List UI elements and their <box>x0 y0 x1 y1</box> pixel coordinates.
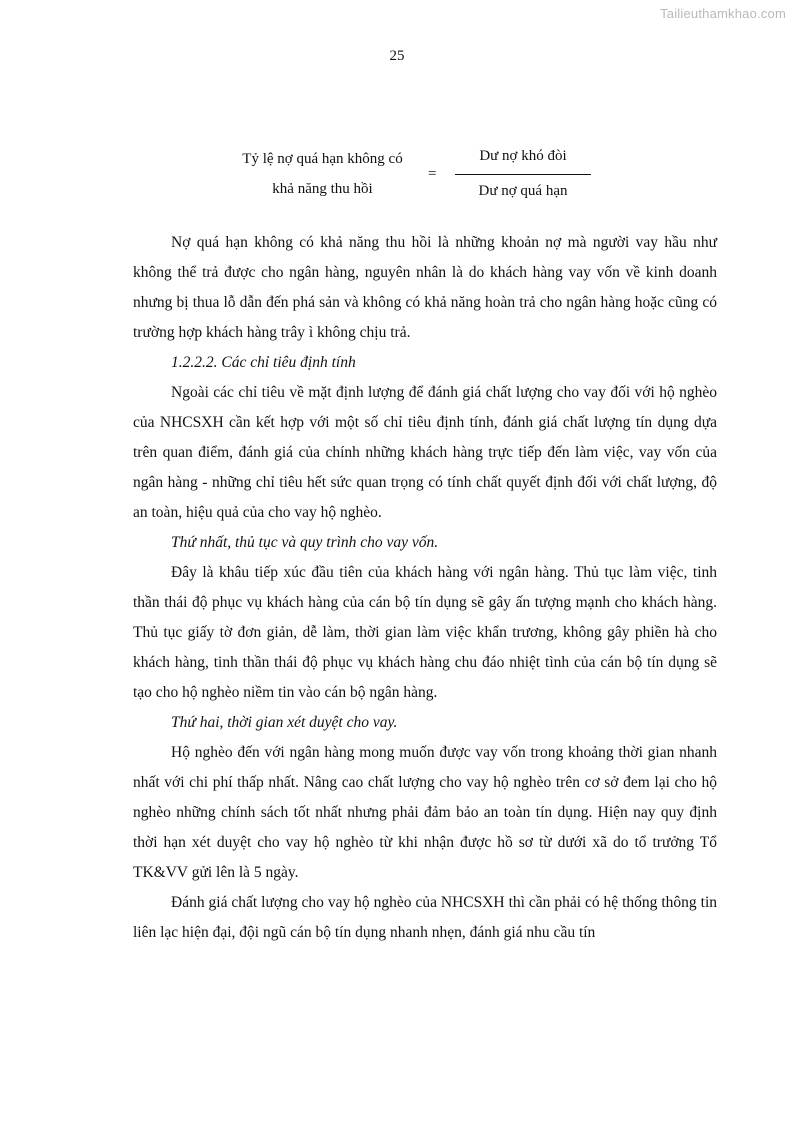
page-number: 25 <box>389 48 405 64</box>
paragraph: Đây là khâu tiếp xúc đầu tiên của khách hàng với ngân hàng. Thủ tục làm việc, tinh thần thái độ phục vụ khách hàng của cán bộ tín dụng sẽ gây ấn tượng mạnh cho khách hàng. Thủ tục giấy tờ đơn giản, dễ làm, thời gian làm việc khẩn trương, không gây phiền hà cho khách hàng, tinh thần thái độ phục vụ khách hàng chu đáo nhiệt tình của cán bộ tín dụng sẽ tạo cho hộ nghèo niềm tin vào cán bộ ngân hàng. <box>133 564 717 701</box>
formula-left-line1: Tỷ lệ nợ quá hạn không có <box>242 151 403 167</box>
section-heading: 1.2.2.2. Các chỉ tiêu định tính <box>171 354 356 371</box>
paragraph: Nợ quá hạn không có khả năng thu hồi là những khoản nợ mà người vay hầu như không thể trả được cho ngân hàng, nguyên nhân là do khách hàng vay vốn về kinh doanh nhưng bị thua lỗ dẫn đến phá sản và không có khả năng hoàn trả cho ngân hàng hoặc cũng có trường hợp khách hàng trây ì không chịu trả. <box>133 234 717 341</box>
subheading: Thứ hai, thời gian xét duyệt cho vay. <box>171 714 398 731</box>
formula-denominator: Dư nợ quá hạn <box>478 183 568 199</box>
formula-left-side <box>200 144 445 204</box>
watermark: Tailieuthamkhao.com <box>660 6 786 21</box>
formula-left-line2: khả năng thu hồi <box>272 181 373 197</box>
formula-numerator: Dư nợ khó đòi <box>479 148 567 164</box>
fraction-bar <box>455 174 591 175</box>
paragraph: Đánh giá chất lượng cho vay hộ nghèo của NHCSXH thì cần phải có hệ thống thông tin liên lạc hiện đại, đội ngũ cán bộ tín dụng nhanh nhẹn, đánh giá nhu cầu tín <box>133 894 717 941</box>
formula <box>0 140 794 220</box>
paragraph: Ngoài các chỉ tiêu về mặt định lượng để đánh giá chất lượng cho vay đối với hộ nghèo của NHCSXH cần kết hợp với một số chỉ tiêu định tính, đánh giá chất lượng tín dụng dựa trên quan điểm, đánh giá của chính những khách hàng trực tiếp đến làm việc, vay vốn của ngân hàng - những chỉ tiêu hết sức quan trọng có tính chất quyết định đối với chất lượng, độ an toàn, hiệu quả của cho vay hộ nghèo. <box>133 384 717 521</box>
body-text <box>133 228 717 948</box>
formula-equals: = <box>428 166 437 182</box>
subheading: Thứ nhất, thủ tục và quy trình cho vay vốn. <box>171 534 439 551</box>
paragraph: Hộ nghèo đến với ngân hàng mong muốn được vay vốn trong khoảng thời gian nhanh nhất với chi phí thấp nhất. Nâng cao chất lượng cho vay hộ nghèo trên cơ sở đem lại cho hộ nghèo những chính sách tốt nhất nhưng phải đảm bảo an toàn tín dụng. Hiện nay quy định thời hạn xét duyệt cho vay hộ nghèo từ khi nhận được hồ sơ từ dưới xã do tổ trưởng Tổ TK&VV gửi lên là 5 ngày. <box>133 744 717 881</box>
